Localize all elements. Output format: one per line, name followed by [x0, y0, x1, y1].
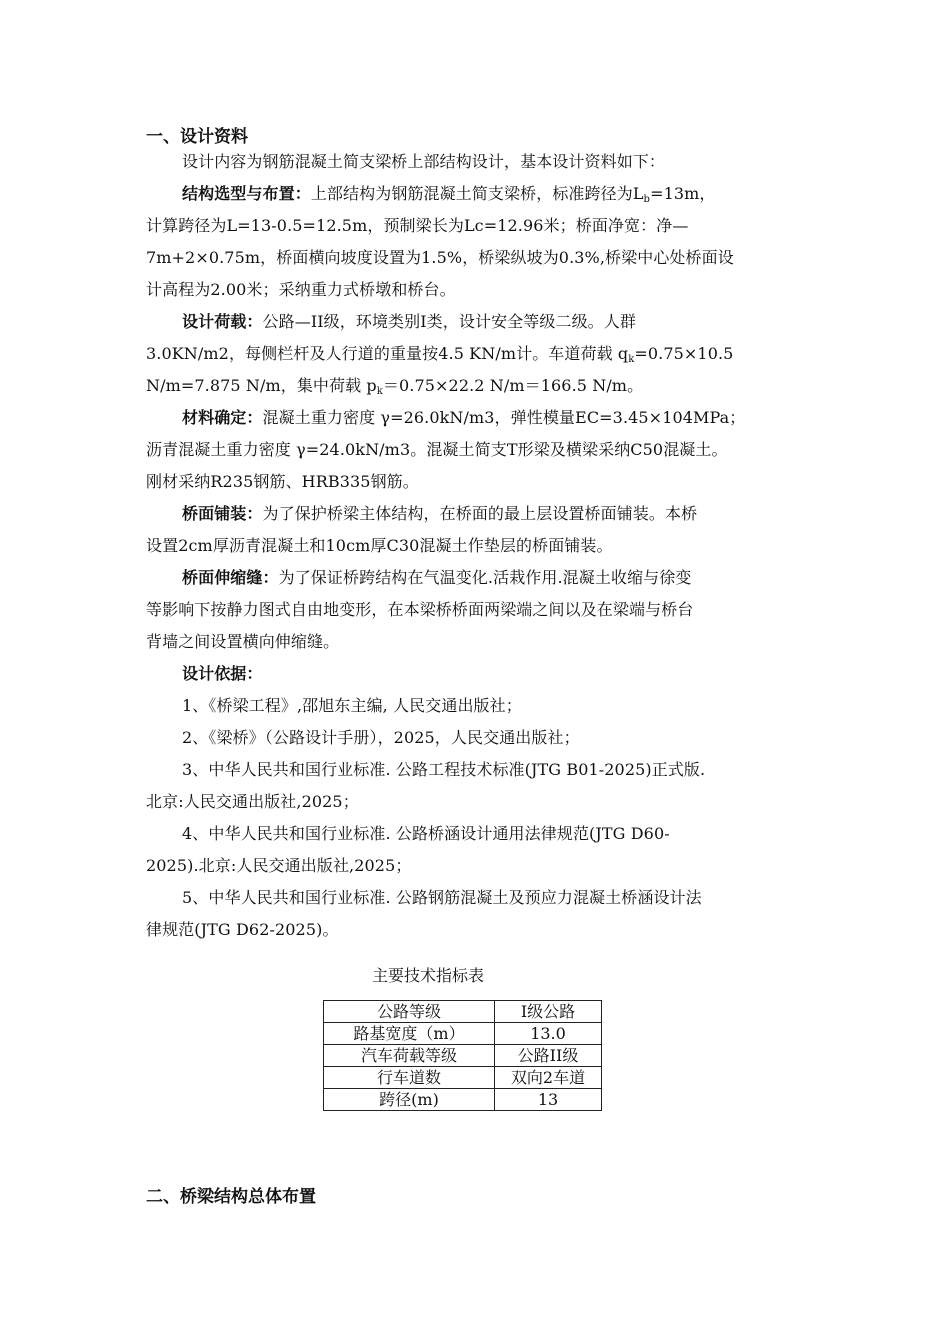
section2-heading: 二、桥梁结构总体布置 — [146, 1187, 316, 1207]
spec-table-title: 主要技术指标表 — [372, 966, 485, 985]
paving-label: 桥面铺装： — [182, 504, 263, 523]
material-line-2: 沥青混凝土重力密度 γ=24.0kN/m3。混凝土简支T形梁及横梁采纳C50混凝土。 — [146, 440, 728, 459]
paving-line-1: 桥面铺装：为了保护桥梁主体结构，在桥面的最上层设置桥面铺装。本桥 — [182, 504, 698, 523]
table-key: 跨径(m) — [324, 1089, 495, 1111]
load-line-3: N/m=7.875 N/m，集中荷载 $p_k=0.75\times 22.2$ N/m＝166.5 N/m。 — [146, 376, 644, 397]
table-row — [324, 1067, 602, 1089]
structure-label: 结构选型与布置： — [182, 184, 311, 203]
table-value: 13 — [495, 1089, 602, 1111]
section1-heading: 一、设计资料 — [146, 127, 248, 147]
table-value: 公路II级 — [495, 1045, 602, 1067]
structure-line-3: 7m+2×0.75m，桥面横向坡度设置为1.5%，桥梁纵坡为0.3%,桥梁中心处桥面设 — [146, 248, 734, 267]
load-line-2: 3.0KN/m2，每侧栏杆及人行道的重量按4.5 KN/m计。车道荷载 $q_k=0.75\times 10.5$ — [146, 344, 734, 365]
table-value: 双向2车道 — [495, 1067, 602, 1089]
load-label: 设计荷载： — [182, 312, 263, 331]
table-value: I级公路 — [495, 1001, 602, 1023]
basis-heading — [146, 658, 806, 690]
basis-label: 设计依据： — [182, 664, 263, 683]
intro-line: 设计内容为钢筋混凝土简支梁桥上部结构设计，基本设计资料如下： — [182, 152, 666, 171]
reference-1: 1、《桥梁工程》,邵旭东主编, 人民交通出版社； — [182, 696, 522, 715]
reference-2: 2、《梁桥》（公路设计手册），2025，人民交通出版社； — [182, 728, 580, 747]
section1-body — [146, 146, 806, 946]
joint-line-3: 背墙之间设置横向伸缩缝。 — [146, 632, 340, 651]
reference-5-line-2: 律规范(JTG D62-2025)。 — [146, 920, 339, 939]
material-line-3: 刚材采纳R235钢筋、HRB335钢筋。 — [146, 472, 419, 491]
joint-line-2: 等影响下按静力图式自由地变形，在本梁桥桥面两梁端之间以及在梁端与桥台 — [146, 600, 694, 619]
load-line-1: 设计荷载：公路—II级，环境类别I类，设计安全等级二级。人群 — [182, 312, 636, 331]
structure-line-4: 计高程为2.00米；采纳重力式桥墩和桥台。 — [146, 280, 456, 299]
reference-3-line-2: 北京:人民交通出版社,2025； — [146, 792, 359, 811]
table-row — [324, 1023, 602, 1045]
structure-line-1: 结构选型与布置：上部结构为钢筋混凝土简支梁桥，标准跨径为$L_b=13m$， — [182, 184, 716, 205]
table-value: 13.0 — [495, 1023, 602, 1045]
paving-line-2: 设置2cm厚沥青混凝土和10cm厚C30混凝土作垫层的桥面铺装。 — [146, 536, 613, 555]
reference-4-line-2: 2025).北京:人民交通出版社,2025； — [146, 856, 412, 875]
structure-line-2: 计算跨径为L=13-0.5=12.5m，预制梁长为Lc=12.96米；桥面净宽：净— — [146, 216, 689, 235]
material-line-1: 材料确定：混凝土重力密度 γ=26.0kN/m3，弹性模量EC=3.45×104MPa； — [182, 408, 746, 427]
table-key: 路基宽度（m） — [324, 1023, 495, 1045]
reference-3-line-1: 3、中华人民共和国行业标准. 公路工程技术标准(JTG B01-2025)正式版. — [182, 760, 706, 779]
reference-4-line-1: 4、中华人民共和国行业标准. 公路桥涵设计通用法律规范(JTG D60- — [182, 824, 670, 843]
table-key: 汽车荷载等级 — [324, 1045, 495, 1067]
reference-5-line-1: 5、中华人民共和国行业标准. 公路钢筋混凝土及预应力混凝土桥涵设计法 — [182, 888, 702, 907]
table-key: 公路等级 — [324, 1001, 495, 1023]
table-row — [324, 1089, 602, 1111]
table-row — [324, 1001, 602, 1023]
material-label: 材料确定： — [182, 408, 263, 427]
joint-line-1: 桥面伸缩缝：为了保证桥跨结构在气温变化.活栽作用.混凝土收缩与徐变 — [182, 568, 692, 587]
spec-table — [323, 1000, 602, 1111]
joint-label: 桥面伸缩缝： — [182, 568, 279, 587]
table-key: 行车道数 — [324, 1067, 495, 1089]
table-row — [324, 1045, 602, 1067]
